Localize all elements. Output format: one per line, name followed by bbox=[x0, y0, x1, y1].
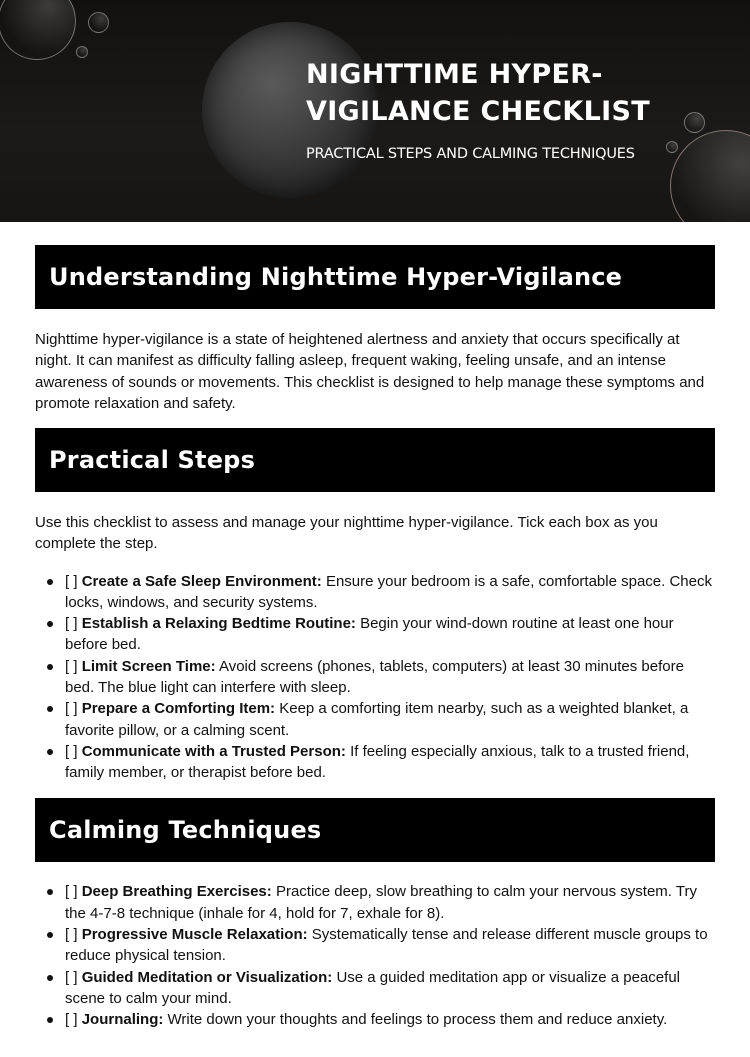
bubble-decoration bbox=[76, 46, 88, 58]
checklist-item-text: Ensure your bedroom is a safe, comfortable space. Check locks, windows, and security systems. bbox=[65, 572, 712, 611]
checklist-item bbox=[35, 698, 715, 741]
checklist-item-title: Communicate with a Trusted Person: bbox=[81, 742, 346, 760]
checkbox[interactable]: [ ] bbox=[65, 1011, 78, 1029]
checkbox[interactable]: [ ] bbox=[65, 968, 78, 986]
checklist-item-text: Avoid screens (phones, tablets, computers) at least 30 minutes before bed. The blue light can interfere with sleep. bbox=[65, 657, 684, 697]
checklist-item-text: Use a guided meditation app or visualize a peaceful scene to calm your mind. bbox=[65, 968, 680, 1007]
checklist-item-title: Establish a Relaxing Bedtime Routine: bbox=[81, 615, 356, 633]
checkbox[interactable]: [ ] bbox=[65, 926, 78, 944]
checkbox[interactable]: [ ] bbox=[65, 700, 78, 718]
checklist-item-title: Limit Screen Time: bbox=[81, 657, 216, 675]
checklist-item-title: Deep Breathing Exercises: bbox=[81, 883, 272, 901]
practical-intro-paragraph: Use this checklist to assess and manage your nighttime hyper-vigilance. Tick each box as you complete the step. bbox=[35, 514, 658, 553]
bubble-decoration bbox=[666, 141, 678, 153]
checkbox[interactable]: [ ] bbox=[65, 657, 78, 675]
checkbox[interactable]: [ ] bbox=[65, 572, 78, 590]
checklist-item-text: Begin your wind-down routine at least one hour before bed. bbox=[65, 615, 674, 654]
bubble-decoration bbox=[670, 130, 750, 222]
checklist-item bbox=[35, 967, 715, 1010]
bubble-decoration bbox=[88, 12, 109, 33]
hero-banner bbox=[0, 0, 750, 222]
page-subtitle: PRACTICAL STEPS AND CALMING TECHNIQUES bbox=[306, 146, 635, 162]
checklist-item bbox=[35, 571, 715, 614]
checklist-item bbox=[35, 924, 715, 967]
checklist-item-title: Progressive Muscle Relaxation: bbox=[81, 926, 308, 944]
checklist-item bbox=[35, 881, 715, 924]
section-heading-understanding: Understanding Nighttime Hyper-Vigilance bbox=[35, 245, 715, 309]
checkbox[interactable]: [ ] bbox=[65, 615, 78, 633]
checklist-item bbox=[35, 656, 715, 699]
document-body bbox=[0, 245, 750, 1031]
checkbox[interactable]: [ ] bbox=[65, 742, 78, 760]
page-title: NIGHTTIME HYPER-VIGILANCE CHECKLIST bbox=[306, 59, 650, 127]
checklist-item-text: Keep a comforting item nearby, such as a weighted blanket, a favorite pillow, or a calming scent. bbox=[65, 700, 689, 739]
calming-techniques-checklist bbox=[35, 881, 715, 1030]
checklist-item-title: Journaling: bbox=[81, 1011, 164, 1029]
practical-steps-checklist bbox=[35, 571, 715, 784]
section-heading-practical-steps: Practical Steps bbox=[35, 428, 715, 492]
checklist-item-text: Write down your thoughts and feelings to process them and reduce anxiety. bbox=[167, 1011, 668, 1029]
checklist-item-title: Prepare a Comforting Item: bbox=[81, 700, 276, 718]
checklist-item-text: Systematically tense and release different muscle groups to reduce physical tension. bbox=[65, 926, 708, 965]
checklist-item-text: Practice deep, slow breathing to calm your nervous system. Try the 4-7-8 technique (inhale for 4, hold for 7, exhale for 8). bbox=[65, 883, 697, 922]
checklist-item bbox=[35, 613, 715, 656]
understanding-paragraph: Nighttime hyper-vigilance is a state of heightened alertness and anxiety that occurs specifically at night. It can manifest as difficulty falling asleep, frequent waking, feeling unsafe, and an intense awareness of sounds or movements. This checklist is designed to help manage these symptoms and promote relaxation and safety. bbox=[35, 330, 705, 412]
checklist-item bbox=[35, 741, 715, 784]
bubble-decoration bbox=[684, 112, 705, 133]
bubble-decoration bbox=[0, 0, 76, 60]
checklist-item-title: Create a Safe Sleep Environment: bbox=[81, 572, 322, 590]
checkbox[interactable]: [ ] bbox=[65, 883, 78, 901]
checklist-item-title: Guided Meditation or Visualization: bbox=[81, 968, 333, 986]
section-heading-calming-techniques: Calming Techniques bbox=[35, 798, 715, 862]
checklist-item-text: If feeling especially anxious, talk to a trusted friend, family member, or therapist before bed. bbox=[65, 742, 690, 782]
checklist-item bbox=[35, 1009, 715, 1030]
